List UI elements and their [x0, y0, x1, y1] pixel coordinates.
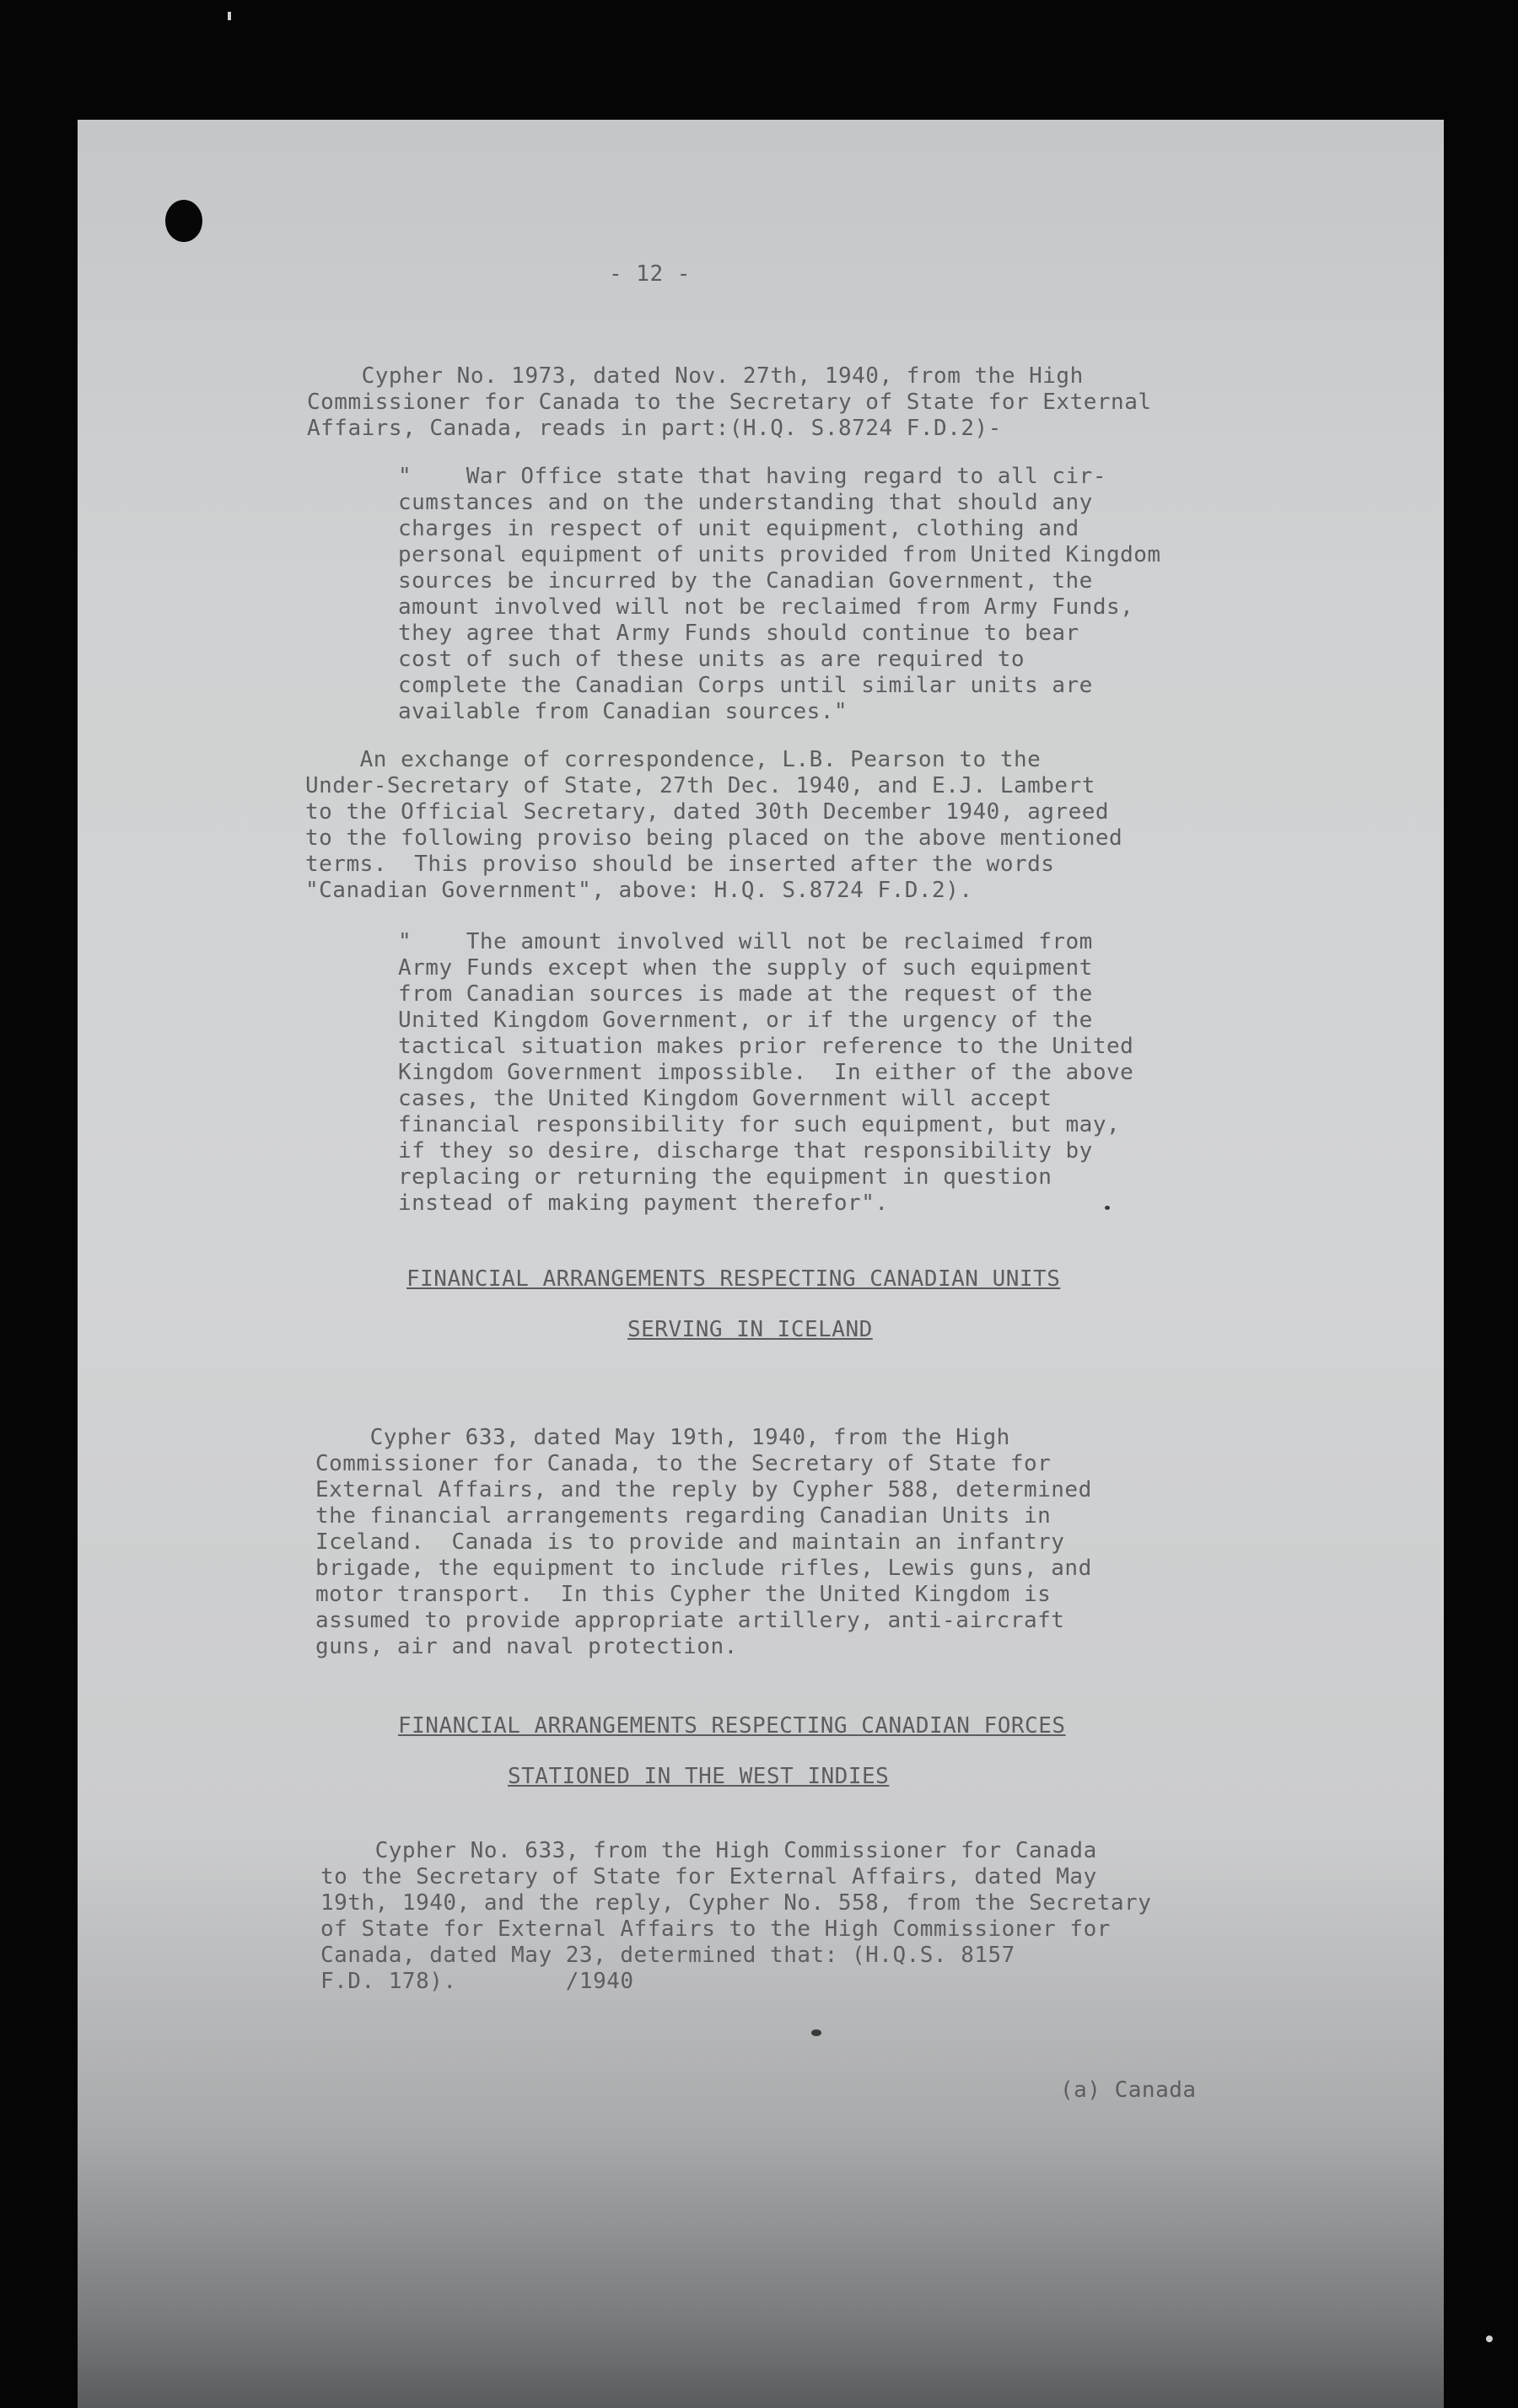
- footer-catchword: (a) Canada: [1060, 2077, 1197, 2103]
- ink-speck: [1105, 1206, 1110, 1210]
- paragraph-cypher-1973: Cypher No. 1973, dated Nov. 27th, 1940, from the High Commissioner for Canada to the Secretary of State for External Affairs, Canada, reads in part:(H.Q. S.8724 F.D.2)-: [307, 363, 1152, 441]
- heading-iceland-line1: FINANCIAL ARRANGEMENTS RESPECTING CANADIAN UNITS: [406, 1266, 1061, 1292]
- quote-war-office: " War Office state that having regard to all cir- cumstances and on the understanding that should any charges in respect of unit equipment, clothing and personal equipment of units provided from United Kingdom sources be incurred by the Canadian Government, the amount involved will not be reclaimed from Army Funds, they agree that Army Funds should continue to bear cost of such of these units as are required to complete the Canadian Corps until similar units are available from Canadian sources.": [398, 464, 1161, 724]
- document-page: [78, 120, 1444, 2408]
- film-edge-mark: [1486, 2335, 1493, 2342]
- quote-proviso: " The amount involved will not be reclaimed from Army Funds except when the supply of such equipment from Canadian sources is made at the request of the United Kingdom Government, or if the urgency of the tactical situation makes prior reference to the United Kingdom Government impossible. In either of the above cases, the United Kingdom Government will accept financial responsibility for such equipment, but may, if they so desire, discharge that responsibility by replacing or returning the equipment in question instead of making payment therefor".: [398, 929, 1134, 1216]
- heading-west-indies-line1: FINANCIAL ARRANGEMENTS RESPECTING CANADIAN FORCES: [398, 1713, 1066, 1739]
- paragraph-correspondence: An exchange of correspondence, L.B. Pearson to the Under-Secretary of State, 27th Dec. 1940, and E.J. Lambert to the Official Secretary, dated 30th December 1940, agreed to the following proviso being placed on the above mentioned terms. This proviso should be inserted after the words "Canadian Government", above: H.Q. S.8724 F.D.2).: [305, 747, 1123, 903]
- ink-speck: [811, 2029, 821, 2036]
- page-number: - 12 -: [609, 261, 691, 287]
- heading-west-indies-line2: STATIONED IN THE WEST INDIES: [508, 1764, 890, 1789]
- film-edge-mark: [228, 12, 231, 20]
- heading-iceland-line2: SERVING IN ICELAND: [627, 1317, 873, 1342]
- punch-hole: [165, 200, 202, 242]
- paragraph-cypher-633: Cypher 633, dated May 19th, 1940, from the High Commissioner for Canada, to the Secretary of State for External Affairs, and the reply by Cypher 588, determined the financial arrangements regarding Canadian Units in Iceland. Canada is to provide and maintain an infantry brigade, the equipment to include rifles, Lewis guns, and motor transport. In this Cypher the United Kingdom is assumed to provide appropriate artillery, anti-aircraft guns, air and naval protection.: [315, 1425, 1092, 1659]
- paragraph-west-indies: Cypher No. 633, from the High Commissioner for Canada to the Secretary of State for External Affairs, dated May 19th, 1940, and the reply, Cypher No. 558, from the Secretary of State for External Affairs to the High Commissioner for Canada, dated May 23, determined that: (H.Q.S. 8157 F.D. 178). /1940: [320, 1838, 1152, 1994]
